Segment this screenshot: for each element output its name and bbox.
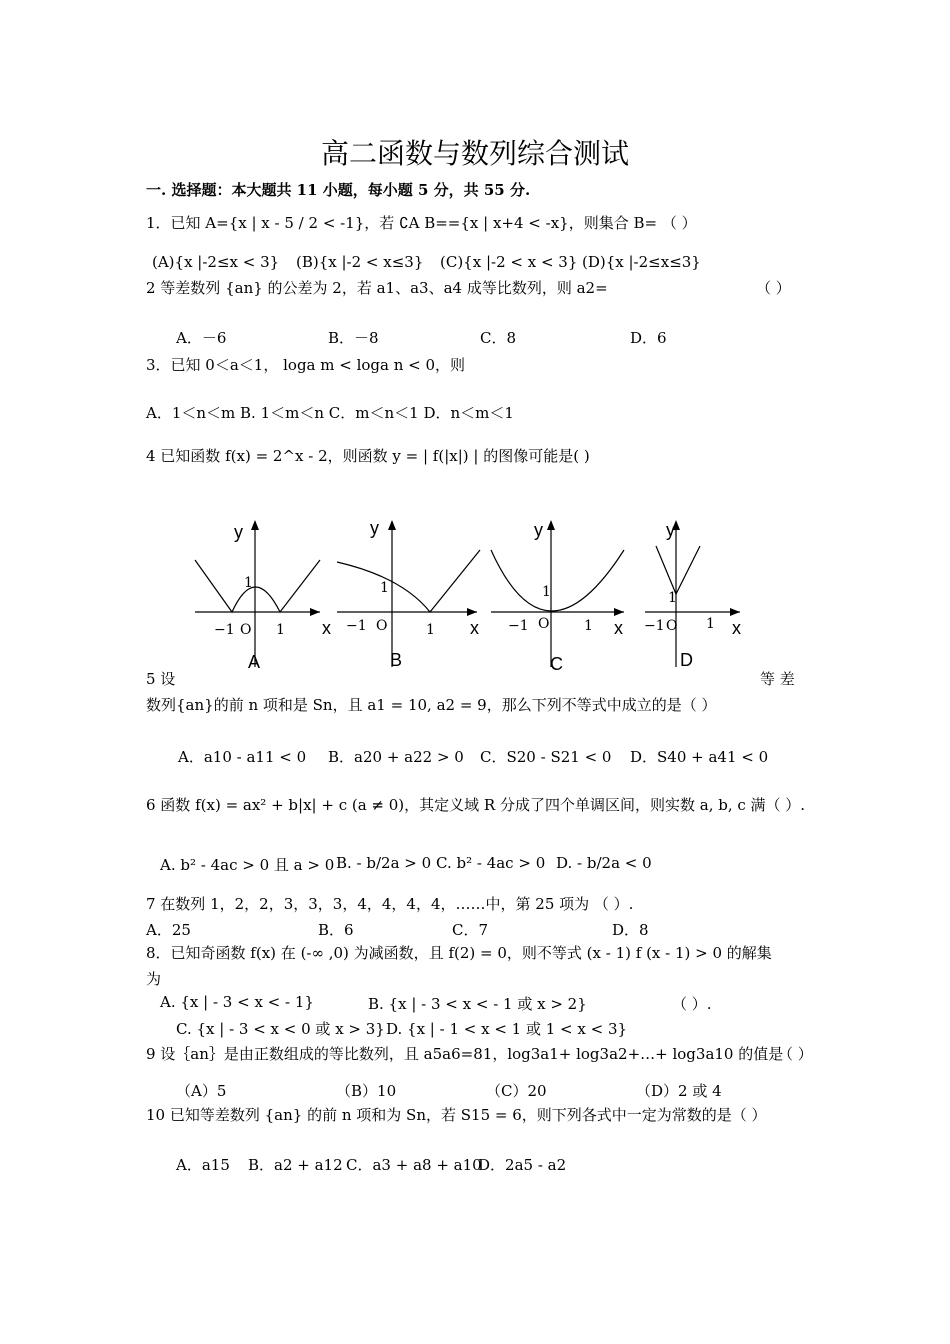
- q8-bracket: （ ）.: [672, 995, 712, 1013]
- section-heading: 一. 选择题：本大题共 11 小题，每小题 5 分，共 55 分.: [146, 181, 531, 199]
- svg-text:−1: −1: [644, 618, 665, 634]
- question-8: 8．已知奇函数 f(x) 在 (-∞ ,0) 为减函数，且 f(2) = 0，则不等式 (x - 1) f (x - 1) > 0 的解集: [146, 944, 772, 962]
- question-3: 3．已知 0＜a＜1， loga m < loga n < 0，则: [146, 356, 466, 374]
- graph-c-label: C: [550, 654, 563, 674]
- svg-text:1: 1: [276, 622, 285, 638]
- q5-option-d: D．S40 + a41 < 0: [630, 748, 769, 766]
- svg-text:1: 1: [542, 584, 551, 600]
- q2-option-d: D．6: [630, 329, 667, 347]
- q1-option-c: (C){x |-2 < x < 3}: [440, 253, 578, 271]
- svg-text:1: 1: [244, 575, 253, 591]
- graph-b: [332, 512, 487, 681]
- q2-bracket: （ ）: [756, 279, 791, 297]
- svg-text:O: O: [376, 618, 388, 634]
- question-6: 6 函数 f(x) = ax² + b|x| + c (a ≠ 0)，其定义域 R 分成了四个单调区间，则实数 a, b, c 满（ ）.: [146, 796, 806, 814]
- q6-option-d: D. - b/2a < 0: [556, 854, 652, 872]
- q9-option-c: （C）20: [486, 1082, 547, 1100]
- question-10: 10 已知等差数列 {an} 的前 n 项和为 Sn，若 S15 = 6，则下列各式中一定为常数的是（ ）: [146, 1106, 767, 1124]
- q7-option-a: A．25: [146, 921, 191, 939]
- graph-a: [190, 512, 330, 681]
- q1-option-b: (B){x |-2 < x≤3}: [296, 253, 424, 271]
- q1-option-d: (D){x |-2≤x≤3}: [582, 253, 701, 271]
- q9-bracket: （ ）: [778, 1045, 813, 1063]
- q7-option-b: B．6: [318, 921, 354, 939]
- q9-option-d: （D）2 或 4: [636, 1082, 722, 1100]
- q5-option-b: B．a20 + a22 > 0: [328, 748, 464, 766]
- page-title: 高二函数与数列综合测试: [320, 137, 629, 170]
- graph-d: [640, 512, 760, 681]
- q8-option-c: C. {x | - 3 < x < 0 或 x > 3}: [176, 1020, 385, 1038]
- svg-text:−1: −1: [346, 618, 367, 634]
- svg-text:O: O: [538, 616, 550, 632]
- q3-options: A．1＜n＜m B. 1＜m＜n C．m＜n＜1 D．n＜m＜1: [146, 404, 514, 422]
- q2-option-a: A．－6: [176, 329, 227, 347]
- svg-text:x: x: [470, 618, 479, 638]
- q8-option-b: B. {x | - 3 < x < - 1 或 x > 2}: [368, 995, 587, 1013]
- q5-option-a: A．a10 - a11 < 0: [178, 748, 307, 766]
- q8-option-d: D. {x | - 1 < x < 1 或 1 < x < 3}: [386, 1020, 628, 1038]
- svg-text:1: 1: [584, 618, 593, 634]
- q6-option-c: C. b² - 4ac > 0: [436, 854, 546, 872]
- q9-option-a: （A）5: [176, 1082, 227, 1100]
- q10-option-c: C．a3 + a8 + a10: [346, 1156, 482, 1174]
- q6-option-a: A. b² - 4ac > 0 且 a > 0: [160, 856, 335, 874]
- q2-option-c: C．8: [480, 329, 517, 347]
- svg-text:x: x: [322, 618, 331, 638]
- question-8-cont: 为: [146, 970, 162, 988]
- svg-text:y: y: [534, 520, 543, 540]
- svg-text:O: O: [666, 618, 678, 634]
- svg-text:y: y: [370, 518, 379, 538]
- q10-option-d: D．2a5 - a2: [478, 1156, 567, 1174]
- q1-option-a: (A){x |-2≤x < 3}: [152, 253, 280, 271]
- svg-text:y: y: [666, 520, 675, 540]
- graph-b-label: B: [390, 650, 403, 670]
- question-1: 1．已知 A={x | x - 5 / 2 < -1}，若 ∁A B=={x | x+4 < -x}，则集合 B= （ ）: [146, 214, 697, 232]
- svg-text:1: 1: [668, 590, 677, 606]
- question-5-end: 等 差: [760, 670, 795, 688]
- q10-option-a: A．a15: [176, 1156, 230, 1174]
- graph-c: [486, 512, 636, 681]
- q7-option-c: C．7: [452, 921, 489, 939]
- question-5-start: 5 设: [146, 670, 176, 688]
- svg-text:x: x: [732, 618, 741, 638]
- q10-option-b: B．a2 + a12: [248, 1156, 343, 1174]
- q8-option-a: A. {x | - 3 < x < - 1}: [160, 993, 314, 1011]
- svg-text:1: 1: [380, 580, 389, 596]
- question-4: 4 已知函数 f(x) = 2^x - 2，则函数 y = | f(|x|) | 的图像可能是( ): [146, 447, 590, 465]
- svg-text:−1: −1: [214, 622, 235, 638]
- svg-text:x: x: [614, 618, 623, 638]
- question-2: 2 等差数列 {an} 的公差为 2，若 a1、a3、a4 成等比数列，则 a2=: [146, 279, 608, 297]
- svg-text:O: O: [240, 622, 252, 638]
- svg-text:y: y: [234, 522, 243, 542]
- q9-option-b: （B）10: [336, 1082, 397, 1100]
- graph-a-label: A: [248, 652, 261, 672]
- question-5: 数列{an}的前 n 项和是 Sn，且 a1 = 10, a2 = 9，那么下列不等式中成立的是（ ）: [146, 696, 717, 714]
- question-9: 9 设｛an｝是由正数组成的等比数列，且 a5a6=81，log3a1+ log3a2+…+ log3a10 的值是: [146, 1045, 784, 1063]
- question-7: 7 在数列 1，2，2，3，3，3，4，4，4，4，……中，第 25 项为 （ ）.: [146, 895, 634, 913]
- svg-text:−1: −1: [508, 618, 529, 634]
- q2-option-b: B．－8: [328, 329, 379, 347]
- svg-text:1: 1: [706, 616, 715, 632]
- q7-option-d: D．8: [612, 921, 649, 939]
- q6-option-b: B. - b/2a > 0: [336, 854, 432, 872]
- svg-text:1: 1: [426, 622, 435, 638]
- graph-d-label: D: [680, 650, 693, 670]
- q5-option-c: C．S20 - S21 < 0: [480, 748, 612, 766]
